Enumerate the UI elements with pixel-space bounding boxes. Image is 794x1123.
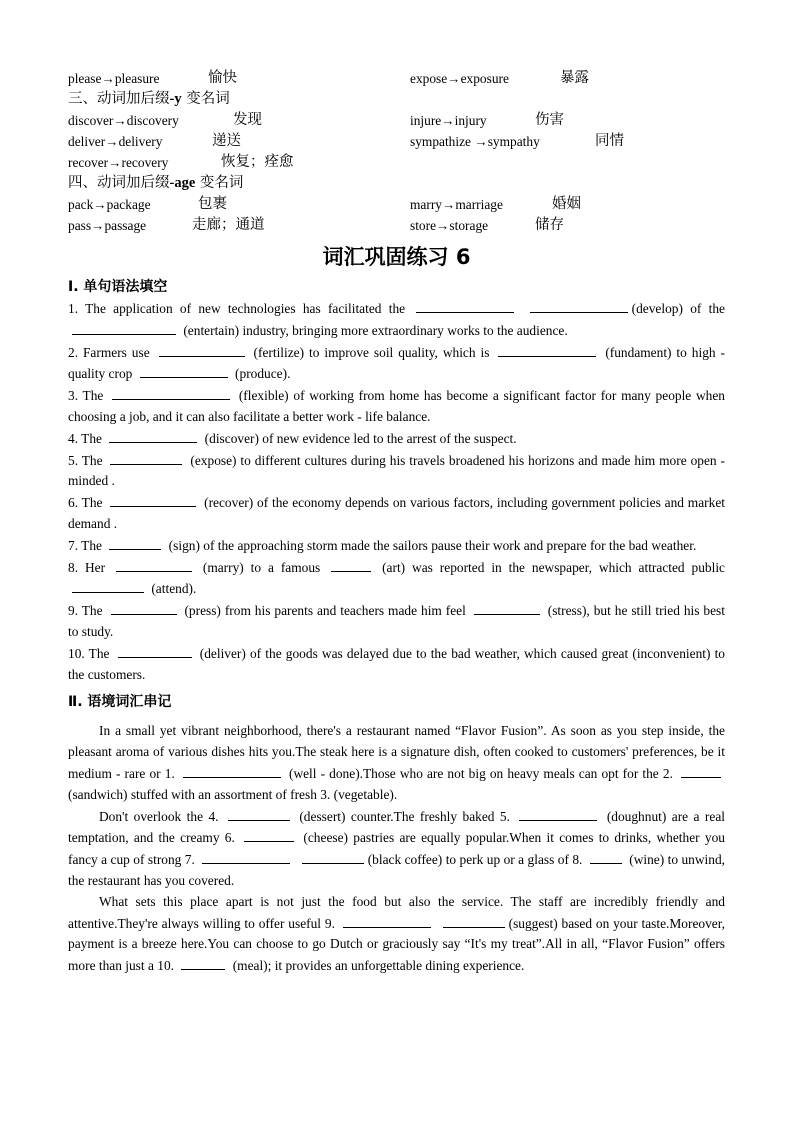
text-run: (dessert) counter.The freshly baked 5. <box>293 808 516 824</box>
answer-blank[interactable] <box>72 320 176 335</box>
question-item <box>68 342 725 386</box>
question-item <box>68 385 725 428</box>
word-pair-row <box>68 194 725 215</box>
text-run: (produce). <box>231 366 291 382</box>
answer-blank[interactable] <box>159 342 245 357</box>
word-meaning: 伤害 <box>535 112 564 128</box>
subheading-suffix: -y <box>169 91 182 107</box>
answer-blank[interactable] <box>244 827 294 842</box>
answer-blank[interactable] <box>498 342 596 357</box>
answer-blank[interactable] <box>181 955 225 970</box>
text-run: (meal); it provides an unforgettable dining experience. <box>229 958 525 974</box>
passage-paragraph <box>68 721 725 805</box>
worksheet-page <box>68 68 725 977</box>
answer-blank[interactable] <box>72 578 144 593</box>
subheading <box>68 173 725 194</box>
section-heading: Ⅰ. 单句语法填空 <box>68 279 168 295</box>
text-run: (sandwich) stuffed with an assortment of fresh 3. (vegetable). <box>68 786 398 802</box>
word-pair: sympathize →sympathy <box>410 134 540 149</box>
passage-paragraph <box>68 892 725 977</box>
word-pair: recover→recovery <box>68 155 169 170</box>
answer-blank[interactable] <box>116 557 192 572</box>
text-run: In a small yet vibrant neighborhood, there's a restaurant named “Flavor Fusion”. As soon as you step inside, the pleasant aroma of various dishes hits you.The steak here is a signature dish, often cooked to customers' preferences, be it medium - rare or 1. <box>68 723 725 781</box>
subheading-prefix: 四、动词加后缀 <box>68 175 170 191</box>
word-meaning: 同情 <box>595 133 624 149</box>
answer-blank[interactable] <box>111 600 177 615</box>
answer-blank[interactable] <box>474 600 540 615</box>
text-run: 1. The application of new technologies has facilitated the <box>68 301 413 316</box>
answer-blank[interactable] <box>110 492 196 507</box>
word-meaning: 递送 <box>212 133 241 149</box>
text-run: (art) was reported in the newspaper, which attracted public <box>375 559 726 575</box>
word-pair: injure→injury <box>410 113 487 128</box>
text-run: (cheese) pastries are equally popular.When it comes to drinks, whether you fancy a cup of strong 7. <box>68 830 725 868</box>
word-pair-row <box>68 152 725 173</box>
text-run <box>294 852 297 867</box>
word-meaning: 恢复；痊愈 <box>221 154 294 170</box>
word-meaning: 走廊；通道 <box>192 217 265 233</box>
answer-blank[interactable] <box>681 763 721 778</box>
answer-blank[interactable] <box>109 535 161 550</box>
text-run: (discover) of new evidence led to the arrest of the suspect. <box>201 430 517 446</box>
answer-blank[interactable] <box>590 849 622 864</box>
text-run: (doughnut) are a real temptation, and the creamy 6. <box>68 808 725 846</box>
word-pair: marry→marriage <box>410 197 503 212</box>
word-pair: expose→exposure <box>410 71 509 86</box>
answer-blank[interactable] <box>443 913 505 928</box>
answer-blank[interactable] <box>331 557 371 572</box>
question-item <box>68 450 725 493</box>
section-heading: Ⅱ. 语境词汇串记 <box>68 694 172 711</box>
text-run: Don't overlook the 4. <box>99 808 224 824</box>
word-pair: discover→discovery <box>68 113 179 128</box>
passage-paragraph <box>68 806 725 892</box>
text-run: 4. The <box>68 430 106 446</box>
word-pair: store→storage <box>410 218 489 233</box>
text-run: (expose) to different cultures during his travels broadened his horizons and made him more open - minded . <box>68 452 725 489</box>
word-pair: please→pleasure <box>68 71 160 86</box>
text-run: (stress), but he still tried his best to study. <box>68 603 725 639</box>
text-run: (flexible) of working from home has become a significant factor for many people when choosing a job, and it can also facilitate a better work - life balance. <box>68 388 725 424</box>
subheading-postfix: 变名词 <box>199 175 244 191</box>
text-run: (press) from his parents and teachers made him feel <box>180 603 470 619</box>
text-run: 8. Her <box>68 559 112 575</box>
text-run: (deliver) of the goods was delayed due to the bad weather, which caused great (inconvenient) to the customers. <box>68 645 726 682</box>
text-run: (suggest) based on your taste.Moreover, payment is a breeze here.You can choose to go Dutch or graciously say “It's my treat”.All in all, “Flavor Fusion” offers more than just a 10. <box>68 915 725 974</box>
word-meaning: 愉快 <box>208 70 237 86</box>
question-item <box>68 492 725 535</box>
answer-blank[interactable] <box>519 806 597 821</box>
answer-blank[interactable] <box>109 428 197 443</box>
answer-blank[interactable] <box>183 763 281 778</box>
answer-blank[interactable] <box>118 643 192 658</box>
question-item <box>68 557 725 601</box>
text-run: 6. The <box>68 495 107 511</box>
subheading-prefix: 三、动词加后缀 <box>68 91 170 107</box>
text-run: 7. The <box>68 537 106 553</box>
question-item <box>68 428 725 450</box>
word-pair-row <box>68 131 725 152</box>
answer-blank[interactable] <box>110 450 182 465</box>
question-item <box>68 535 725 557</box>
text-run: (sign) of the approaching storm made the sailors pause their work and prepare for the bad weather. <box>165 537 697 553</box>
text-run: (entertain) industry, bringing more extraordinary works to the audience. <box>180 322 568 338</box>
text-run <box>435 916 439 931</box>
text-run: (attend). <box>148 581 197 597</box>
word-pair-row <box>68 110 725 131</box>
subheading <box>68 89 725 110</box>
word-pair-row <box>68 68 725 89</box>
word-meaning: 婚姻 <box>552 196 581 212</box>
text-run: 3. The <box>68 388 109 404</box>
question-item <box>68 643 725 686</box>
text-run: What sets this place apart is not just the food but also the service. The staff are incredibly friendly and attentive.They're always willing to offer useful 9. <box>68 893 725 931</box>
text-run: 9. The <box>68 603 107 619</box>
text-run: 2. Farmers use <box>68 344 155 360</box>
text-run: (wine) to unwind, the restaurant has you covered. <box>68 852 725 888</box>
text-run: 10. The <box>68 645 114 661</box>
word-meaning: 储存 <box>535 217 564 233</box>
question-item <box>68 298 725 342</box>
text-run: (recover) of the economy depends on various factors, including government policies and market demand . <box>68 495 725 531</box>
subheading-suffix: -age <box>169 175 196 191</box>
text-run: (fertilize) to improve soil quality, which is <box>248 344 495 360</box>
answer-blank[interactable] <box>140 363 228 378</box>
text-run <box>518 301 525 316</box>
answer-blank[interactable] <box>416 298 514 313</box>
answer-blank[interactable] <box>112 385 230 400</box>
answer-blank[interactable] <box>202 849 290 864</box>
text-run: (fundament) to high - quality crop <box>68 344 725 382</box>
word-pair-row <box>68 215 725 236</box>
text-run: (develop) of the <box>631 301 725 316</box>
word-meaning: 包裹 <box>198 196 227 212</box>
word-meaning: 发现 <box>233 112 262 128</box>
text-run: 5. The <box>68 452 107 468</box>
text-run: (marry) to a famous <box>195 559 328 575</box>
subheading-postfix: 变名词 <box>186 91 230 107</box>
answer-blank[interactable] <box>530 298 628 313</box>
answer-blank[interactable] <box>343 913 431 928</box>
word-pair: pass→passage <box>68 218 147 233</box>
word-meaning: 暴露 <box>560 70 589 86</box>
text-run: (well - done).Those who are not big on heavy meals can opt for the 2. <box>284 765 678 781</box>
answer-blank[interactable] <box>302 849 364 864</box>
word-pair: pack→package <box>68 197 151 212</box>
answer-blank[interactable] <box>228 806 290 821</box>
question-item <box>68 600 725 643</box>
word-pair: deliver→delivery <box>68 134 163 149</box>
page-title: 词汇巩固练习 6 <box>322 245 471 269</box>
question-list <box>68 298 725 685</box>
text-run: (black coffee) to perk up or a glass of 8. <box>367 852 586 868</box>
